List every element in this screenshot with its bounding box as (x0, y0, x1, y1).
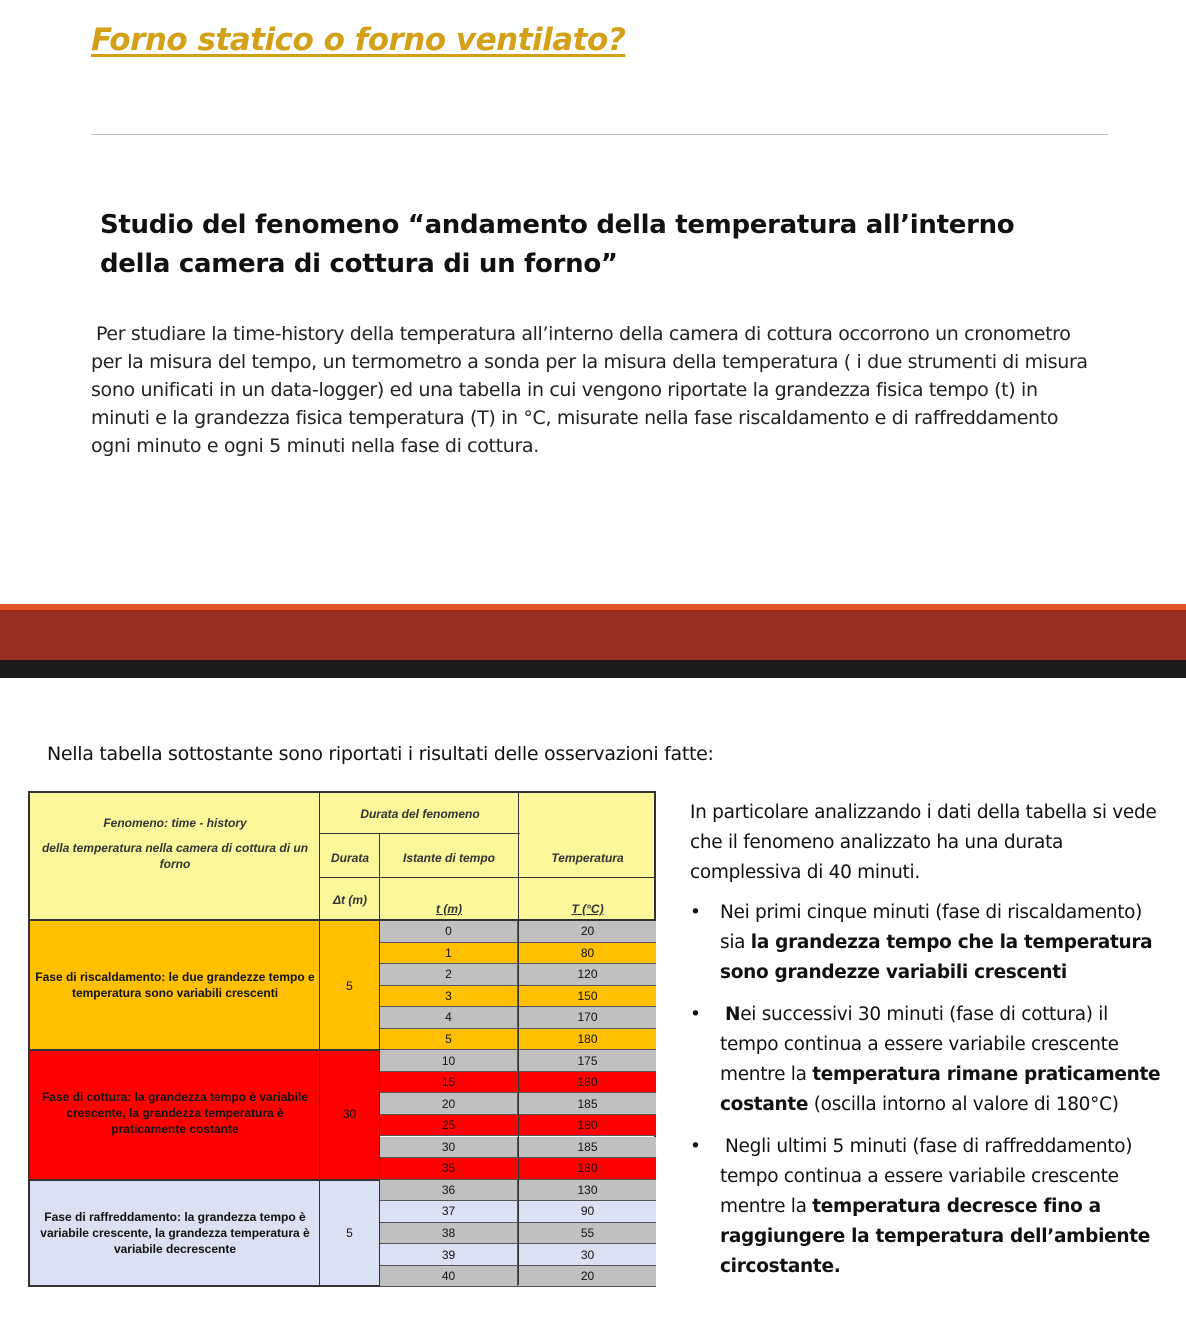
col-divider-3 (518, 793, 519, 1285)
temperature-cell: 150 (577, 988, 598, 1003)
time-cell: 20 (380, 1093, 518, 1114)
time-cell: 3 (380, 986, 518, 1007)
header-T-unit: T (°C) (571, 902, 604, 916)
header-instant: Istante di tempo (402, 851, 495, 865)
temperature-cell: 80 (580, 945, 595, 960)
phase-cooking (30, 1049, 379, 1179)
temperature-cell: 180 (577, 1032, 598, 1047)
bullet-cooking (690, 1000, 1170, 1120)
slide-divider-band (0, 604, 1186, 678)
col-divider-2 (379, 833, 380, 1285)
table-caption: Nella tabella sottostante sono riportati i risultati delle osservazioni fatte: (47, 743, 714, 765)
header-t-unit: t (m) (436, 902, 462, 916)
temperature-cell: 20 (580, 924, 595, 939)
temperature-cell: 185 (577, 1096, 598, 1111)
phase-divider-2 (30, 1179, 380, 1181)
time-cell: 30 (380, 1137, 518, 1158)
slide-subtitle: Studio del fenomeno “andamento della temperatura all’interno della camera di cottura di un forno” (100, 210, 1015, 279)
title-divider (91, 134, 1108, 135)
phase-cooling-label: Fase di raffreddamento: la grandezza tempo è variabile crescente, la grandezza temperatura è variabile decrescente (40, 1210, 310, 1256)
time-cell: 39 (380, 1244, 518, 1265)
temperature-cell: 90 (580, 1204, 595, 1219)
header-phenomenon-line1: Fenomeno: time - history (103, 816, 247, 830)
temperature-cell: 20 (580, 1269, 595, 1284)
header-line-a (320, 833, 520, 834)
time-cell: 25 (380, 1115, 518, 1136)
temperature-cell: 120 (577, 967, 598, 982)
intro-paragraph: Per studiare la time-history della temperatura all’interno della camera di cottura occorrono un cronometro per la misura del tempo, un termometro a sonda per la misura della temperatura ( i due strumenti di misura sono unificati in un data-logger) ed una tabella in cui vengono riportate la grandezza fisica tempo (t) in minuti e la grandezza fisica temperatura (T) in °C, misurate nella fase riscaldamento e di raffreddamento ogni minuto e ogni 5 minuti nella fase di cottura. (91, 323, 1088, 457)
analysis-text (690, 798, 1170, 1294)
temperature-cell: 175 (577, 1053, 598, 1068)
phase-cooling-duration: 5 (346, 1226, 353, 1240)
temperature-cell: 130 (577, 1182, 598, 1197)
temperature-cell: 180 (577, 1118, 598, 1133)
header-temperature: Temperatura (551, 851, 624, 865)
bullet-heating-text: Nei primi cinque minuti (fase di riscaldamento) sia (720, 902, 1143, 953)
band-red-stripe (0, 610, 1186, 660)
temperature-cell: 180 (577, 1161, 598, 1176)
bullet-heating (690, 898, 1170, 988)
slide-intro (0, 0, 1186, 604)
bullet-cooking-tail: (oscilla intorno al valore di 180°C) (808, 1094, 1119, 1115)
bullet-icon: • (690, 1136, 701, 1157)
slide-title: Forno statico o forno ventilato? (91, 22, 626, 58)
temperature-cell: 55 (580, 1225, 595, 1240)
bullet-cooling-bold: temperatura decresce fino a raggiungere la temperatura dell’ambiente circostante. (720, 1196, 1151, 1277)
slide-table (0, 678, 1186, 1323)
bullet-icon: • (690, 1004, 701, 1025)
temperature-cell: 170 (577, 1010, 598, 1025)
time-cell: 1 (380, 943, 518, 964)
time-cell: 37 (380, 1201, 518, 1222)
phase-cooling (30, 1179, 379, 1285)
time-cell: 0 (380, 921, 518, 942)
phase-heating-duration: 5 (346, 979, 353, 993)
analysis-intro: In particolare analizzando i dati della tabella si vede che il fenomeno analizzato ha una durata complessiva di 40 minuti. (690, 802, 1157, 883)
bullet-cooking-bold: temperatura rimane praticamente costante (720, 1064, 1161, 1115)
bullet-icon: • (690, 902, 701, 923)
phase-divider-1 (30, 1049, 380, 1051)
time-cell: 15 (380, 1072, 518, 1093)
phase-heating-label: Fase di riscaldamento: le due grandezze tempo e temperatura sono variabili crescenti (35, 970, 315, 1000)
time-cell: 10 (380, 1050, 518, 1071)
temperature-cell: 180 (577, 1075, 598, 1090)
bullet-heating-bold: la grandezza tempo che la temperatura sono grandezze variabili crescenti (720, 932, 1153, 983)
header-duration-group: Durata del fenomeno (360, 807, 480, 821)
time-cell: 40 (380, 1266, 518, 1287)
phase-cooking-label: Fase di cottura: la grandezza tempo è variabile crescente, la grandezza temperatura è praticamente costante (41, 1090, 309, 1136)
band-dark-stripe (0, 660, 1186, 678)
time-cell: 38 (380, 1223, 518, 1244)
time-cell: 4 (380, 1007, 518, 1028)
header-duration: Durata (330, 851, 369, 865)
bullet-cooling-text: Negli ultimi 5 minuti (fase di raffreddamento) tempo continua a essere variabile crescente mentre la (720, 1136, 1133, 1217)
data-table (28, 791, 656, 1287)
header-phenomenon-line2: della temperatura nella camera di cottura di un forno (41, 841, 309, 871)
bullet-cooling (690, 1132, 1170, 1282)
time-cell: 2 (380, 964, 518, 985)
bullet-cooking-text: ei successivi 30 minuti (fase di cottura) il tempo continua a essere variabile crescente mentre la (720, 1004, 1119, 1085)
time-cell: 5 (380, 1029, 518, 1050)
header-delta-unit: Δt (m) (332, 893, 368, 907)
phase-heating (30, 921, 379, 1049)
phase-cooking-duration: 30 (342, 1107, 357, 1121)
header-line-b (320, 877, 656, 878)
col-divider-1 (319, 793, 320, 1285)
time-cell: 35 (380, 1158, 518, 1179)
temperature-cell: 185 (577, 1139, 598, 1154)
temperature-cell: 30 (580, 1247, 595, 1262)
bullet-cooking-initial: N (725, 1004, 741, 1025)
time-cell: 36 (380, 1180, 518, 1201)
